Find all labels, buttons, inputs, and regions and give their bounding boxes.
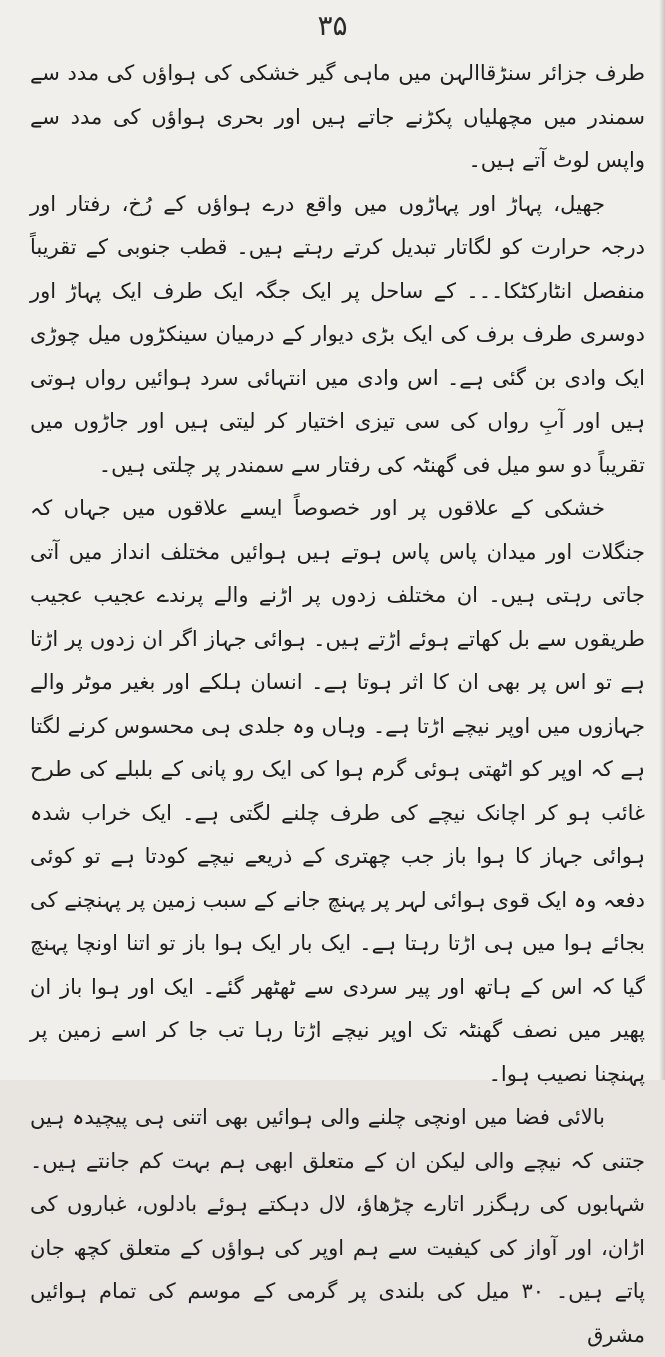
scan-shadow-edge xyxy=(659,0,665,1080)
page-number: ۳۵ xyxy=(317,9,348,42)
paragraph-land-air-currents: خشکی کے علاقوں پر اور خصوصاً ایسے علاقوں میں جہاں کہ جنگلات اور میدان پاس پاس ہوتے ہیں ہوائیں مختلف انداز میں آتی جاتی رہتی ہیں۔ ان مختلف زدوں پر اڑنے والے پرندے عجیب عجیب طریقوں سے بل کھاتے ہوئے اڑتے ہیں۔ ہوائی جہاز اگر ان زدوں پر اڑتا ہے تو اس پر بھی ان کا اثر ہوتا ہے۔ انسان ہلکے اور بغیر موٹر والے جہازوں میں اوپر نیچے اڑتا ہے۔ وہاں وہ جلدی ہی محسوس کرنے لگتا ہے کہ اوپر کو اٹھتی ہوئی گرم ہوا کی ایک رو پانی کے بلبلے کی طرح غائب ہو کر اچانک نیچے کی طرف چلنے لگتی ہے۔ ایک خراب شدہ ہوائی جہاز کا ہوا باز جب چھتری کے ذریعے نیچے کودتا ہے تو کوئی دفعہ وہ ایک قوی ہوائی لہر پر پہنچ جانے کے سبب زمین پر پہنچنے کی بجائے ہوا میں ہی اڑتا رہتا ہے۔ ایک بار ایک ہوا باز تو اتنا اونچا پہنچ گیا کہ اس کے ہاتھ اور پیر سردی سے ٹھٹھر گئے۔ ایک اور ہوا باز ان پھیر میں نصف گھنٹہ تک اوپر نیچے اڑتا رہا تب جا کر اسے زمین پر پہنچنا نصیب ہوا۔ xyxy=(30,496,645,1086)
paragraph-upper-atmosphere: بالائی فضا میں اونچی چلنے والی ہوائیں بھی اتنی ہی پیچیدہ ہیں جتنی کہ نیچے والی لیکن ان کے متعلق ابھی ہم بہت کم جانتے ہیں۔ شہابوں کی رہگزر اتارے چڑھاؤ، لال دہکتے ہوئے بادلوں، غباروں کی اڑان، اور آواز کی کیفیت سے ہم اوپر کی ہواؤں کے متعلق کچھ جان پاتے ہیں۔ ۳۰ میل کی بلندی پر گرمی کے موسم کی تمام ہوائیں مشرق xyxy=(30,1105,645,1347)
body-text xyxy=(30,52,645,1357)
paragraph-fishermen-winds: طرف جزائر سنڑقاالہن میں ماہی گیر خشکی کی ہواؤں کی مدد سے سمندر میں مچھلیاں پکڑنے جاتے ہیں اور بحری ہواؤں کی مدد سے واپس لوٹ آتے ہیں۔ xyxy=(30,61,645,172)
paragraph-mountains-antarctica: جھیل، پہاڑ اور پہاڑوں میں واقع درے ہواؤں کے رُخ، رفتار اور درجہ حرارت کو لگاتار تبدیل کرتے رہتے ہیں۔ قطب جنوبی کے تقریباً منفصل انٹارکٹکا۔۔۔ کے ساحل پر ایک جگہ ایک طرف ایک پہاڑ اور دوسری طرف برف کی ایک بڑی دیوار کے درمیان سینکڑوں میل چوڑی ایک وادی بن گئی ہے۔ اس وادی میں انتہائی سرد ہوائیں رواں ہوتی ہیں اور آبِ رواں کی سی تیزی اختیار کر لیتی ہیں اور جاڑوں میں تقریباً دو سو میل فی گھنٹہ کی رفتار سے سمندر پر چلتی ہیں۔ xyxy=(30,191,645,477)
